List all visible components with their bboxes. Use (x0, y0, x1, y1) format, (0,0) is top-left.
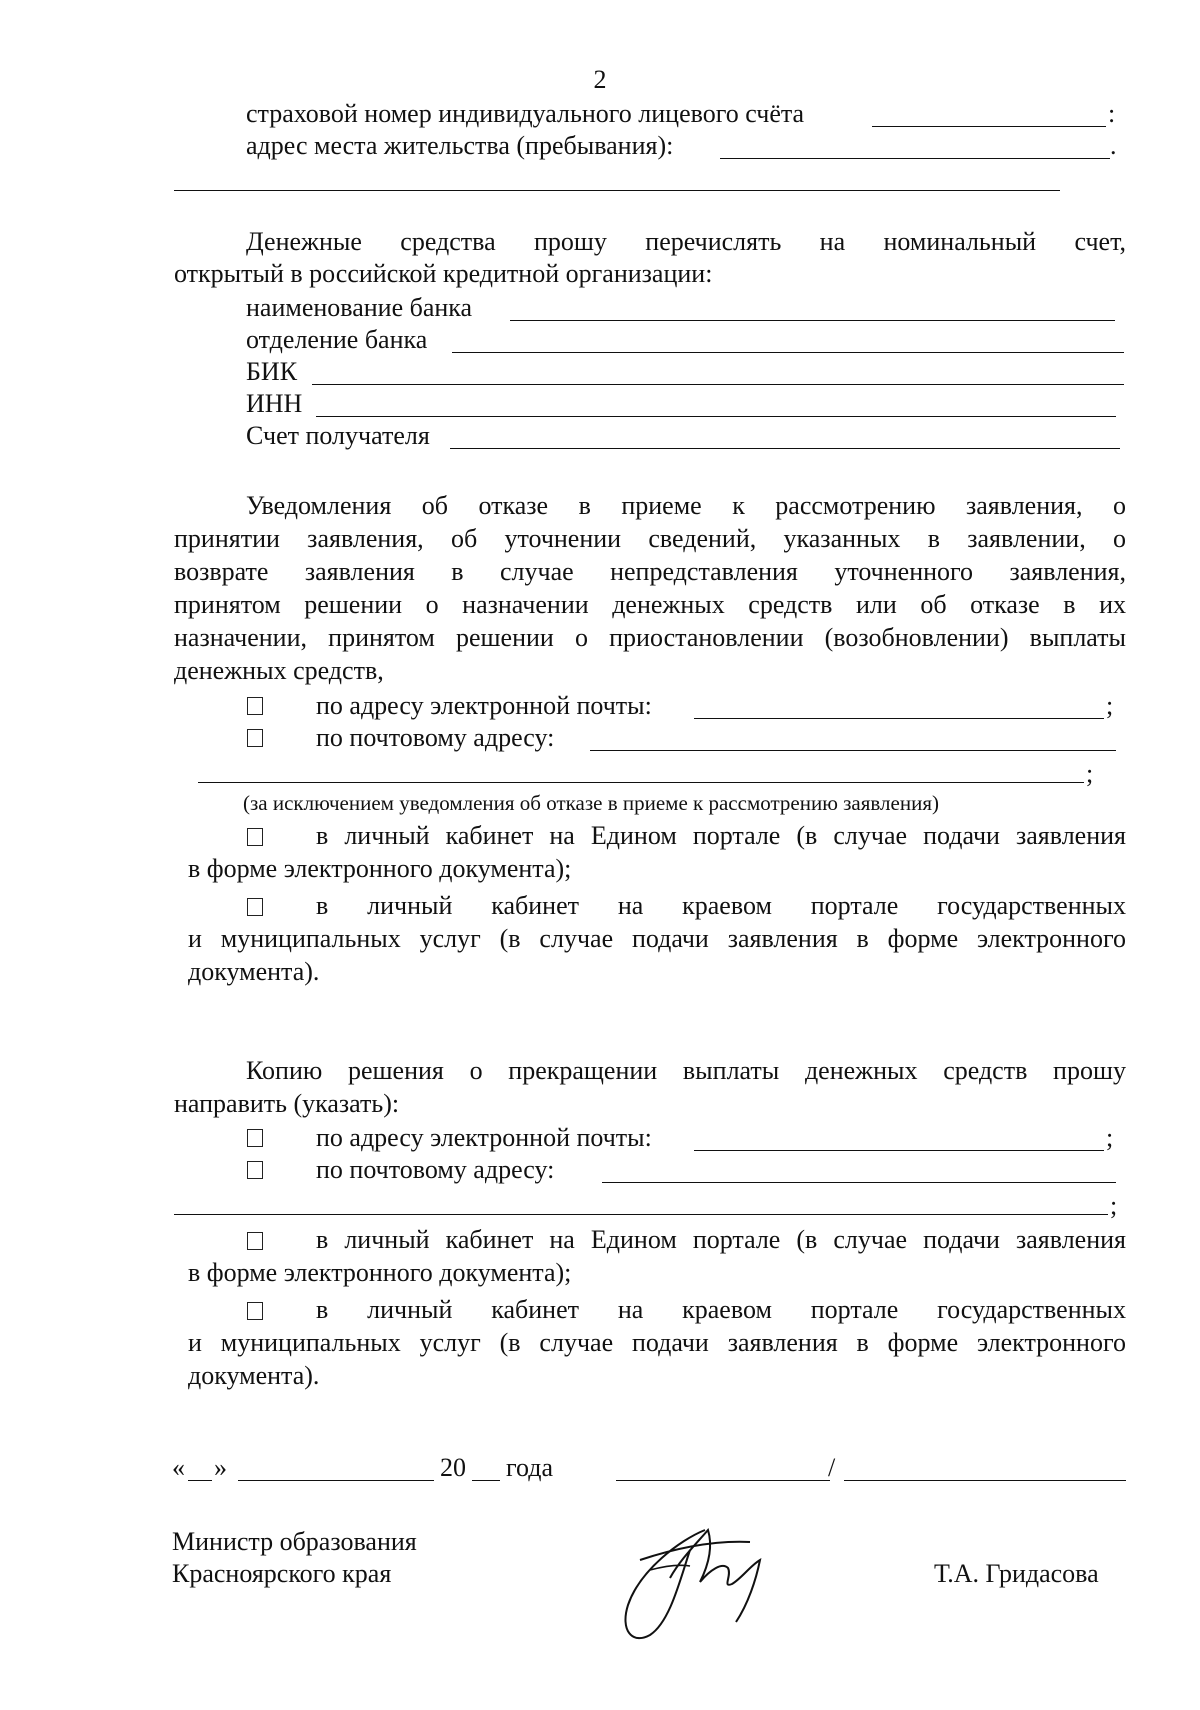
notif-exception-note: (за исключением уведомления об отказе в приеме к рассмотрению заявления) (243, 791, 939, 815)
bik-field[interactable] (312, 384, 1124, 385)
address-field-line2[interactable] (174, 190, 1060, 191)
copy-regional-line3: документа). (188, 1361, 320, 1390)
notif-email-field[interactable] (694, 718, 1104, 719)
notif-postal-checkbox[interactable] (247, 729, 263, 747)
notif-regional-line1: в личный кабинет на краевом портале государственных (316, 891, 1126, 920)
page-number: 2 (593, 65, 607, 94)
copy-portal-line2: в форме электронного документа); (188, 1258, 572, 1287)
snils-end: : (1108, 99, 1116, 128)
bank-name-label: наименование банка (246, 293, 473, 322)
copy-email-label: по адресу электронной почты: (316, 1123, 652, 1152)
copy-postal-field-line2[interactable] (174, 1214, 1108, 1215)
notif-para-line1: Уведомления об отказе в приеме к рассмотрению заявления, о (246, 491, 1126, 520)
copy-postal-field[interactable] (602, 1182, 1116, 1183)
notif-portal-line2: в форме электронного документа); (188, 854, 572, 883)
minister-position-line2: Красноярского края (172, 1559, 392, 1588)
notif-postal-field-line2[interactable] (198, 782, 1084, 783)
copy-regional-line1: в личный кабинет на краевом портале государственных (316, 1295, 1126, 1324)
address-label: адрес места жительства (пребывания): (246, 131, 674, 160)
snils-field[interactable] (872, 126, 1106, 127)
notif-regional-checkbox[interactable] (247, 898, 263, 916)
bik-label: БИК (246, 357, 298, 386)
signature-slash: / (828, 1453, 836, 1482)
copy-email-field[interactable] (694, 1150, 1104, 1151)
minister-name: Т.А. Гридасова (934, 1559, 1099, 1588)
notif-para-line2: принятии заявления, об уточнении сведений, указанных в заявлении, о (174, 524, 1126, 553)
address-end: . (1110, 131, 1117, 160)
date-close-quote: » (214, 1453, 227, 1482)
notif-portal-line1: в личный кабинет на Едином портале (в случае подачи заявления (316, 821, 1126, 850)
copy-intro-line1: Копию решения о прекращении выплаты денежных средств прошу (246, 1056, 1126, 1085)
copy-portal-line1: в личный кабинет на Едином портале (в случае подачи заявления (316, 1225, 1126, 1254)
copy-portal-checkbox[interactable] (247, 1232, 263, 1250)
copy-regional-checkbox[interactable] (247, 1302, 263, 1320)
notif-email-end: ; (1106, 691, 1114, 720)
notif-regional-line3: документа). (188, 957, 320, 986)
notif-regional-line2: и муниципальных услуг (в случае подачи заявления в форме электронного (188, 924, 1126, 953)
notif-para-line6: денежных средств, (174, 656, 384, 685)
copy-intro-line2: направить (указать): (174, 1089, 400, 1118)
applicant-signature-field[interactable] (616, 1480, 830, 1481)
copy-postal-label: по почтовому адресу: (316, 1155, 555, 1184)
inn-label: ИНН (246, 389, 303, 418)
copy-postal-checkbox[interactable] (247, 1161, 263, 1179)
account-field[interactable] (450, 448, 1120, 449)
minister-position-line1: Министр образования (172, 1527, 417, 1556)
applicant-name-field[interactable] (844, 1480, 1126, 1481)
address-field[interactable] (720, 158, 1110, 159)
date-day-field[interactable] (188, 1480, 212, 1481)
date-open-quote: « (172, 1453, 185, 1482)
handwritten-signature (610, 1500, 800, 1650)
notif-postal-label: по почтовому адресу: (316, 723, 555, 752)
copy-regional-line2: и муниципальных услуг (в случае подачи заявления в форме электронного (188, 1328, 1126, 1357)
inn-field[interactable] (316, 416, 1116, 417)
copy-email-checkbox[interactable] (247, 1129, 263, 1147)
notif-para-line4: принятом решении о назначении денежных средств или об отказе в их (174, 590, 1126, 619)
copy-postal-end: ; (1110, 1191, 1118, 1220)
bank-intro-line1: Денежные средства прошу перечислять на номинальный счет, (246, 227, 1126, 256)
notif-email-checkbox[interactable] (247, 697, 263, 715)
copy-email-end: ; (1106, 1123, 1114, 1152)
branch-field[interactable] (452, 352, 1124, 353)
notif-postal-end: ; (1086, 759, 1094, 788)
bank-name-field[interactable] (510, 320, 1115, 321)
notif-postal-field[interactable] (590, 750, 1116, 751)
notif-para-line5: назначении, принятом решении о приостановлении (возобновлении) выплаты (174, 623, 1126, 652)
snils-label: страховой номер индивидуального лицевого счёта (246, 99, 805, 128)
date-year-prefix: 20 (440, 1453, 466, 1482)
date-month-field[interactable] (238, 1480, 434, 1481)
branch-label: отделение банка (246, 325, 428, 354)
date-year-suffix: года (506, 1453, 554, 1482)
account-label: Счет получателя (246, 421, 430, 450)
notif-para-line3: возврате заявления в случае непредставления уточненного заявления, (174, 557, 1126, 586)
notif-portal-checkbox[interactable] (247, 828, 263, 846)
bank-intro-line2: открытый в российской кредитной организации: (174, 259, 713, 288)
date-year-field[interactable] (472, 1480, 500, 1481)
notif-email-label: по адресу электронной почты: (316, 691, 652, 720)
